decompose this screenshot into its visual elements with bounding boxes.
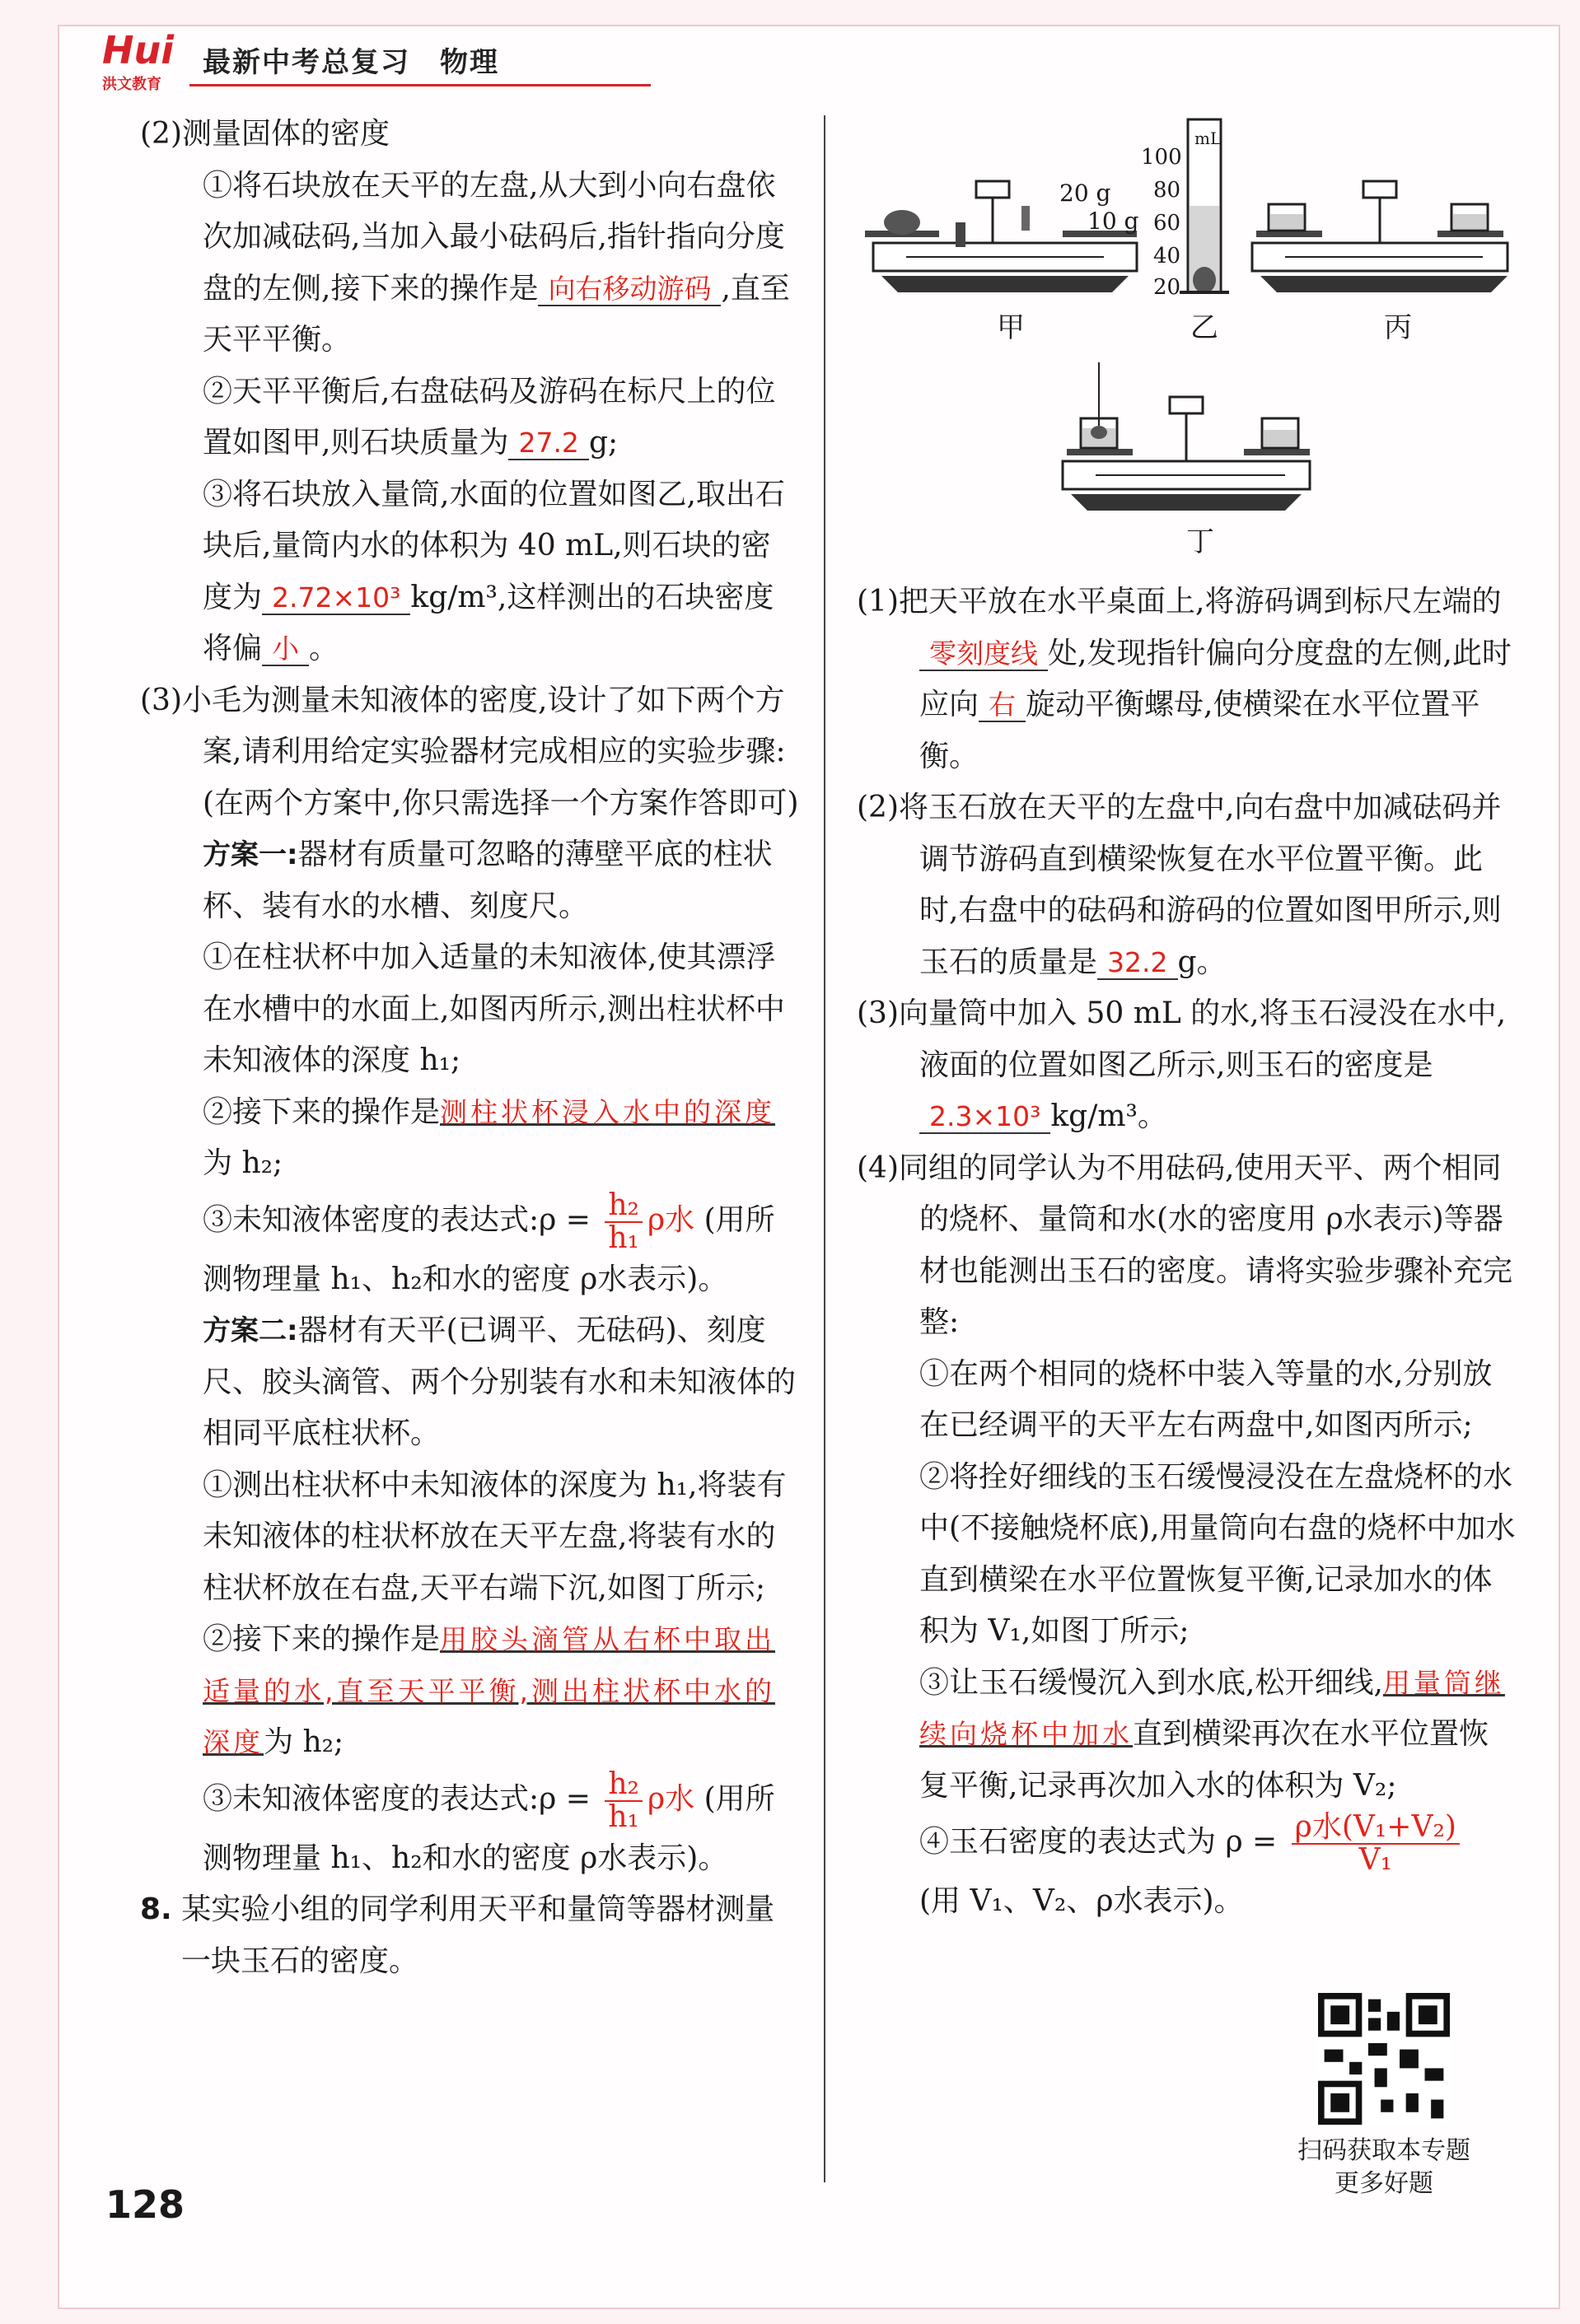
- text: (1)把天平放在水平桌面上,将游码调到标尺左端的: [857, 585, 1502, 618]
- q8-part-1: [857, 576, 1516, 782]
- cylinder-tick-60: 60: [1153, 211, 1181, 236]
- text: (3)小毛为测量未知液体的密度,设计了如下两个方案,请利用给定实验器材完成相应的实验步骤:(在两个方案中,你只需选择一个方案作答即可): [140, 683, 799, 820]
- balance-figure: [857, 107, 1516, 576]
- text: 。: [309, 632, 339, 665]
- figure-label-ding: 丁: [1186, 525, 1214, 558]
- text: 器材有质量可忽略的薄壁平底的柱状杯、装有水的水槽、刻度尺。: [203, 838, 773, 923]
- plan-1-step-1: [140, 932, 799, 1087]
- text: 处,发现指针偏向分度盘的左侧,此时应向: [919, 636, 1512, 721]
- answer-blank: 用胶头滴管从右杯中取出适量的水,直至天平平衡,测出柱状杯中水的深度: [203, 1623, 776, 1758]
- q8-part-4: [857, 1143, 1516, 1349]
- text: kg/m³,这样测出的石块密度将偏: [203, 580, 774, 665]
- text: ③让玉石缓慢沉入到水底,松开细线,: [919, 1665, 1383, 1700]
- q8-part-4-step-1: [857, 1349, 1516, 1452]
- balance-diagram: [857, 107, 1516, 576]
- cylinder-tick-20: 20: [1153, 275, 1181, 300]
- denominator: V₁: [1358, 1843, 1393, 1877]
- text: (2)将玉石放在天平的左盘中,向右盘中加减砝码并调节游码直到横梁恢复在水平位置平衡。此时,右盘中的砝码和游码的位置如图甲所示,则玉石的质量是: [857, 791, 1502, 979]
- text: ①在两个相同的烧杯中装入等量的水,分别放在已经调平的天平左右两盘中,如图丙所示;: [919, 1356, 1493, 1442]
- cylinder-tick-80: 80: [1153, 178, 1181, 203]
- answer-fraction: [605, 1766, 643, 1834]
- balance-bing: [1252, 181, 1508, 292]
- q8-part-4-step-4: [857, 1812, 1516, 1928]
- text: 器材有天平(已调平、无砝码)、刻度尺、胶头滴管、两个分别装有水和未知液体的相同平底柱状杯。: [203, 1314, 797, 1450]
- question-3-heading: [140, 675, 799, 830]
- text: (4)同组的同学认为不用砝码,使用天平、两个相同的烧杯、量筒和水(水的密度用 ρ水表示)等器材也能测出玉石的密度。请将实验步骤补充完整:: [857, 1150, 1513, 1339]
- page-header: [91, 21, 667, 96]
- text: ④玉石密度的表达式为 ρ =: [919, 1825, 1278, 1859]
- header-rule: [189, 84, 651, 86]
- plan-2-step-1: [140, 1460, 799, 1615]
- answer-blank: 右: [979, 688, 1026, 722]
- text: ②天平平衡后,右盘砝码及游码在标尺上的位置如图甲,则石块质量为: [203, 374, 776, 460]
- logo-mark: Hui: [102, 28, 175, 72]
- text: 旋动平衡螺母,使横梁在水平位置平衡。: [919, 688, 1480, 773]
- text: ③未知液体密度的表达式:ρ =: [203, 1781, 591, 1816]
- plan-1-step-2: [140, 1087, 799, 1190]
- q8-part-4-step-3: [857, 1658, 1516, 1813]
- question-8: [140, 1884, 799, 1987]
- text: (2)测量固体的密度: [140, 117, 390, 151]
- qr-caption-line-2: 更多好题: [1335, 2169, 1433, 2198]
- text: 直到横梁再次在水平位置恢复平衡,记录再次加入水的体积为 V₂;: [919, 1717, 1489, 1803]
- text: (用 V₁、V₂、ρ水表示)。: [919, 1884, 1244, 1918]
- denominator: h₁: [608, 1220, 639, 1255]
- qr-code[interactable]: [1318, 1993, 1450, 2125]
- text: ③将石块放入量筒,水面的位置如图乙,取出石块后,量筒内水的体积为 40 mL,则石块的密度为: [203, 477, 785, 614]
- text: 为 h₂;: [203, 1146, 283, 1180]
- plan-2-intro: [140, 1305, 799, 1460]
- logo-subtitle: 洪文教育: [102, 76, 161, 93]
- text: ①在柱状杯中加入适量的未知液体,使其漂浮在水槽中的水面上,如图丙所示,测出柱状杯中未知液体的深度 h₁;: [203, 940, 785, 1077]
- text: ①将石块放在天平的左盘,从大到小向右盘依次加减砝码,当加入最小砝码后,指针指向分度盘的左侧,接下来的操作是: [203, 168, 785, 306]
- answer-blank: 向右移动游码: [538, 273, 721, 306]
- answer-fraction: [605, 1190, 643, 1254]
- figure-label-jia: 甲: [997, 311, 1025, 344]
- question-2-heading: [140, 109, 799, 161]
- figure-label-yi: 乙: [1190, 311, 1218, 344]
- q8-part-4-step-2: [857, 1452, 1516, 1658]
- answer-blank: 测柱状杯浸入水中的深度: [440, 1095, 776, 1128]
- cylinder-unit: mL: [1194, 128, 1222, 148]
- answer-blank: 2.72×10³: [262, 581, 410, 615]
- cylinder-tick-100: 100: [1141, 145, 1182, 170]
- step-2-3: [140, 469, 799, 675]
- numerator: ρ水(V₁+V₂): [1292, 1812, 1460, 1845]
- right-column: [857, 576, 1516, 1928]
- column-divider: [824, 115, 825, 2182]
- weight-label-10g: 10 g: [1087, 208, 1139, 235]
- text: ②接下来的操作是: [203, 1622, 441, 1656]
- left-column: [140, 109, 799, 1987]
- text: (3)向量筒中加入 50 mL 的水,将玉石浸没在水中,液面的位置如图乙所示,则玉石的密度是: [857, 996, 1507, 1082]
- qr-caption-line-1: 扫码获取本专题: [1297, 2136, 1470, 2165]
- text: g。: [1177, 945, 1227, 979]
- book-title: 最新中考总复习 物理: [203, 46, 499, 79]
- cylinder-tick-40: 40: [1153, 244, 1181, 268]
- text: ,直至天平平衡。: [203, 271, 790, 357]
- text: 为 h₂;: [264, 1725, 344, 1759]
- qr-caption: [1236, 2135, 1532, 2200]
- answer-blank: 零刻度线: [919, 637, 1048, 671]
- numerator: h₂: [605, 1769, 643, 1802]
- answer-blank: 32.2: [1097, 946, 1177, 980]
- step-2-1: [140, 161, 799, 366]
- text: (用所测物理量 h₁、h₂和水的密度 ρ水表示)。: [203, 1202, 775, 1296]
- answer-fraction: [1292, 1812, 1460, 1876]
- text: ②接下来的操作是: [203, 1094, 441, 1129]
- balance-ding: [1063, 362, 1310, 511]
- publisher-logo: [102, 28, 185, 94]
- rho-water: ρ水: [647, 1781, 695, 1816]
- q8-part-3: [857, 988, 1516, 1143]
- figure-label-bing: 丙: [1384, 311, 1412, 344]
- text: ③未知液体密度的表达式:ρ =: [203, 1202, 591, 1237]
- answer-blank: 小: [262, 632, 309, 666]
- text: 某实验小组的同学利用天平和量筒等器材测量一块玉石的密度。: [181, 1892, 775, 1978]
- text: (用所测物理量 h₁、h₂和水的密度 ρ水表示)。: [203, 1781, 775, 1875]
- rho-water: ρ水: [647, 1202, 695, 1237]
- text: g;: [588, 426, 619, 460]
- question-number: 8.: [140, 1892, 172, 1926]
- plan-1-step-3: [140, 1190, 799, 1306]
- step-2-2: [140, 366, 799, 469]
- text: ①测出柱状杯中未知液体的深度为 h₁,将装有未知液体的柱状杯放在天平左盘,将装有水的柱状杯放在右盘,天平右端下沉,如图丁所示;: [203, 1468, 787, 1605]
- text: kg/m³。: [1050, 1099, 1167, 1133]
- text: ②将拴好细线的玉石缓慢浸没在左盘烧杯的水中(不接触烧杯底),用量筒向右盘的烧杯中加水直到横梁在水平位置恢复平衡,记录加水的体积为 V₁,如图丁所示;: [919, 1459, 1516, 1648]
- denominator: h₁: [608, 1799, 639, 1834]
- plan-2-step-3: [140, 1766, 799, 1885]
- plan-2-step-2: [140, 1614, 799, 1769]
- page-number: 128: [105, 2182, 185, 2227]
- numerator: h₂: [605, 1190, 643, 1223]
- plan-label: 方案二:: [203, 1314, 298, 1347]
- weight-label-20g: 20 g: [1059, 180, 1111, 207]
- plan-1-intro: [140, 829, 799, 932]
- plan-label: 方案一:: [203, 838, 298, 871]
- answer-blank: 27.2: [508, 427, 588, 460]
- answer-blank: 用量筒继续向烧杯中加水: [919, 1666, 1505, 1750]
- answer-blank: 2.3×10³: [919, 1100, 1050, 1134]
- q8-part-2: [857, 782, 1516, 988]
